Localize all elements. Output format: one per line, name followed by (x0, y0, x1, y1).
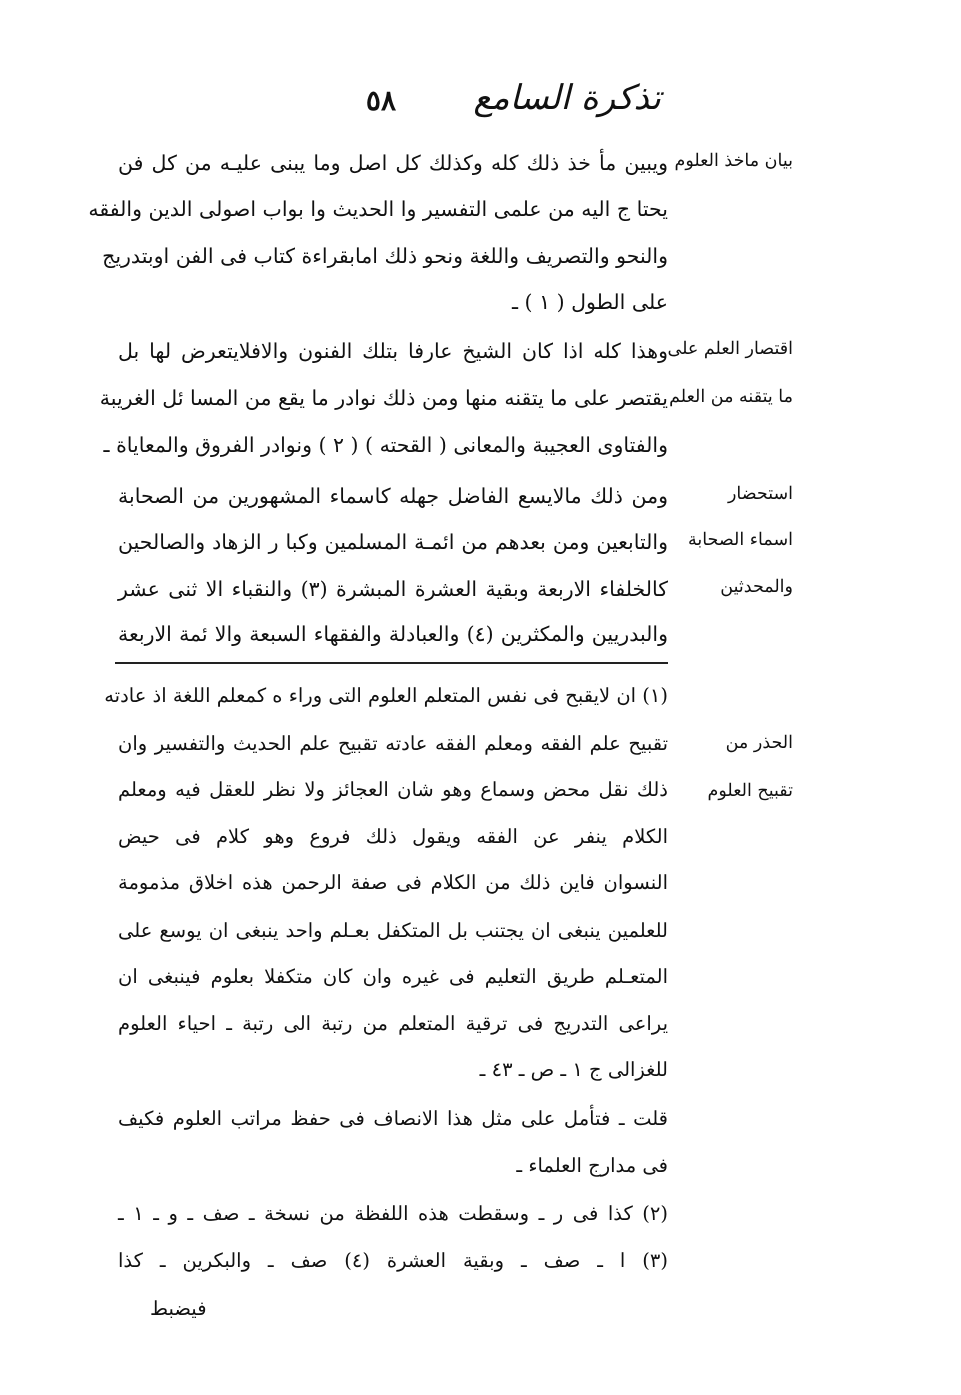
main-text-line-7: والفتاوى العجيبة والمعانى ( القحته ) ( ٢ ) ونوادر الفروق والمعاياة ـ (103, 433, 668, 457)
footnote-line-11: فى مدارج العلماء ـ (516, 1154, 668, 1177)
footnote-line-6: للعلمين ينبغى ان يجتنب بل المتكفل بعـلم واحد ينبغى ان يوسع على (118, 919, 668, 942)
footnote-line-12: (٢) كذا فى ر ـ وسقطت هذه اللفظة من نسخة ـ صف ـ و ـ ١ ـ (118, 1202, 668, 1225)
footnote-line-1: (١) ان لايقبح فى نفس المتعلم العلوم التى وراء ه كمعلم اللغة اذ عادته (104, 684, 668, 707)
footnote-line-2: تقبيح علم الفقه ومعلم الفقه عادته تقبيح علم الحديث والتفسير وان (118, 732, 668, 755)
main-text-line-6: يقتصر على ما يتقنه منها ومن ذلك نوادر ما يقع من المسا ئل الغريبة (99, 386, 668, 410)
main-text-line-2: يحتا ج اليه من علمى التفسير وا الحديث وا بواب اصولى الدين والفقه (88, 197, 668, 221)
footnote-line-3: ذلك نقل محض وسماع وهو شان العجائز ولا نظر للعقل فيه ومعلم (118, 778, 668, 801)
margin-note-recall-names-line-3: والمحدثين (720, 577, 793, 597)
footnote-line-5: النسوان فاين ذلك من الكلام فى صفة الرحمن هذه اخلاق مذمومة (118, 871, 668, 894)
main-text-line-11: والبدريين والمكثرين (٤) والعبادلة والفقهاء السبعة والا ئمة الاربعة (118, 622, 668, 646)
footnote-line-7: المتعـلم طريق التعليم فى غيره وان كان متكفلا بعلوم فينبغى ان (118, 965, 668, 988)
margin-note-beware-disparaging-line-1: الحذر من (725, 733, 793, 753)
margin-note-beware-disparaging-line-2: تقبيح العلوم (707, 781, 793, 801)
main-text-line-4: على الطول ( ١ ) ـ (512, 290, 668, 314)
page-header (0, 78, 961, 128)
page-number: ٥٨ (365, 84, 396, 117)
footnote-line-9: للغزالى ج ١ ـ ص ـ ٤٣ ـ (479, 1058, 668, 1081)
footnote-divider (115, 662, 668, 664)
main-text-line-3: والنحو والتصريف واللغة ونحو ذلك امابقراءة كتاب فى الفن اوبتدريج (102, 244, 668, 268)
main-text-line-1: ويبين مأ خذ ذلك كله وكذلك كل اصل وما يبنى عليـه من كل فن (118, 151, 668, 175)
main-text-line-5: وهذا كله اذا كان الشيخ عارفا بتلك الفنون والافلايتعرض لها بل (118, 339, 668, 363)
footnote-line-14: فيضبط (150, 1297, 207, 1320)
margin-note-recall-names-line-2: اسماء الصحابة (687, 530, 793, 550)
margin-note-limit-teaching-line-2: ما يتقنه من العلم (669, 387, 793, 407)
margin-note-recall-names-line-1: استحضار (727, 484, 793, 504)
margin-note-sources-of-knowledge: بيان ماخذ العلوم (674, 151, 793, 171)
footnote-line-10: قلت ـ فتأمل على مثل هذا الانصاف فى حفظ مراتب العلوم فكيف (118, 1107, 668, 1130)
footnote-line-4: الكلام ينفر عن الفقه ويقول ذلك فروع وهو كلام فى حيض (118, 825, 668, 848)
margin-note-limit-teaching-line-1: اقتصار العلم على (667, 339, 793, 359)
main-text-line-10: كالخلفاء الاربعة وبقية العشرة المبشرة (٣) والنقباء الا ثنى عشر (118, 577, 668, 601)
main-text-line-8: ومن ذلك مالايسع الفاضل جهله كاسماء المشهورين من الصحابة (118, 484, 668, 508)
main-text-line-9: والتابعين ومن بعدهم من ائمـة المسلمين وكبا ر الزهاد والصالحين (118, 530, 668, 554)
page-title: تذكرة السامع (473, 78, 661, 118)
footnote-line-13: (٣) ا ـ صف ـ وبقية العشرة (٤) صف ـ والبكرين ـ كذا (118, 1249, 668, 1272)
footnote-line-8: يراعى التدريج فى ترقية المتعلم من رتبة الى رتبة ـ احياء العلوم (118, 1012, 668, 1035)
